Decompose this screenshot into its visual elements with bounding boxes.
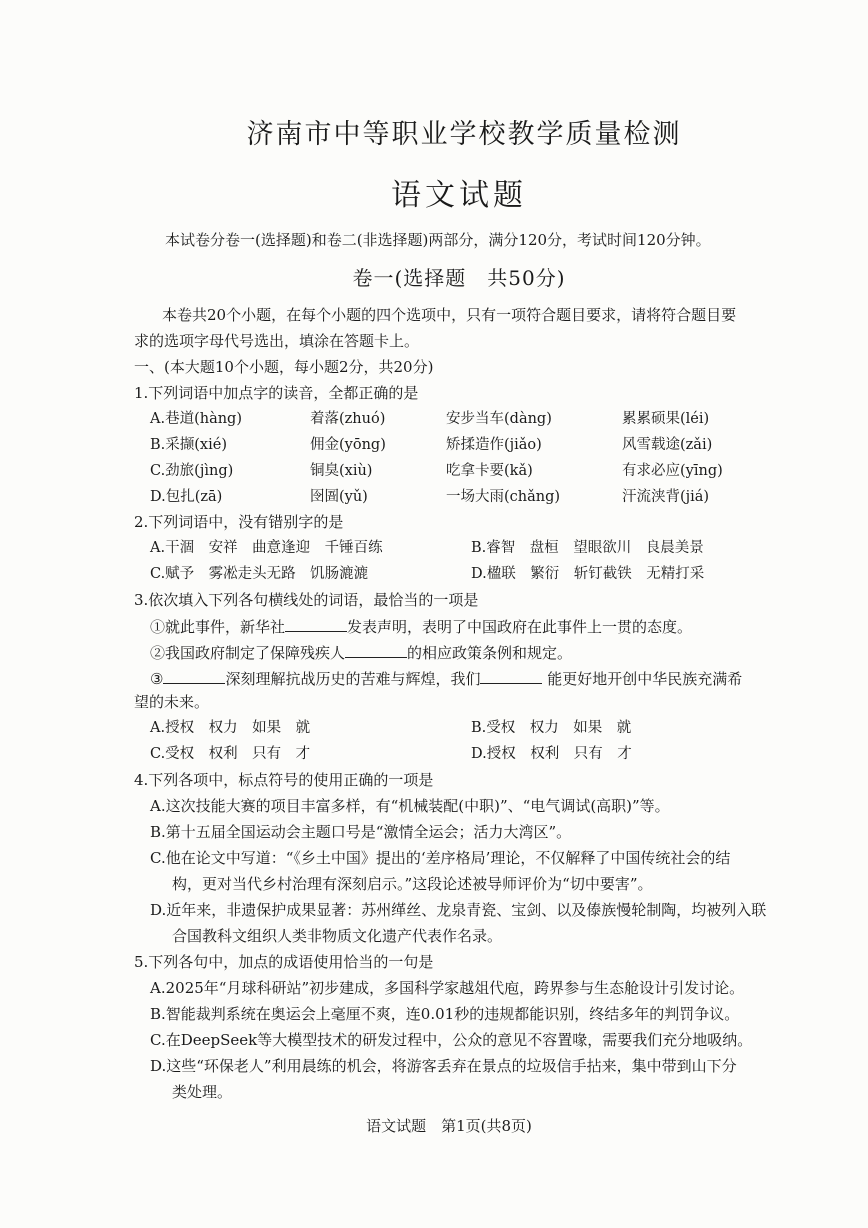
q1-B-2: 佣金(yōng) — [310, 437, 386, 453]
part1-instructions-line1: 本卷共20个小题，在每个小题的四个选项中，只有一项符合题目要求，请将符合题目要 — [162, 306, 737, 324]
q1-C-2: 铜臭(xiù) — [310, 463, 373, 479]
q3-option-C: C.受权 权利 只有 才 — [150, 746, 311, 762]
q5-option-D-line1: D.这些“环保老人”利用晨练的机会，将游客丢弃在景点的垃圾信手拈来，集中带到山下分 — [150, 1057, 737, 1075]
q1-A-1: A.巷道(hàng) — [150, 411, 242, 427]
q4-stem: 4.下列各项中，标点符号的使用正确的一项是 — [134, 771, 434, 789]
q1-D-1: D.包扎(zā) — [150, 489, 223, 505]
q1-D-3: 一场大雨(chǎng) — [446, 489, 561, 505]
q1-C-1: C.劲旅(jìng) — [150, 463, 234, 479]
q2-option-A: A.干涸 安祥 曲意逢迎 千锤百练 — [150, 540, 383, 556]
q3-option-B: B.受权 权力 如果 就 — [471, 720, 632, 736]
part1-instructions-line2: 求的选项字母代号选出，填涂在答题卡上。 — [134, 332, 420, 350]
q3-sentence-1 — [150, 616, 692, 637]
q3-s3-text-a: ③ — [150, 670, 164, 688]
exam-intro: 本试卷分卷一(选择题)和卷二(非选择题)两部分，满分120分，考试时间120分钟。 — [165, 231, 711, 249]
q3-stem: 3.依次填入下列各句横线处的词语，最恰当的一项是 — [134, 591, 479, 609]
q1-A-2: 着落(zhuó) — [310, 411, 386, 427]
subject-title: 语文试题 — [391, 178, 527, 213]
q1-B-1: B.采撷(xié) — [150, 437, 227, 453]
q3-s1-text-b: 发表声明，表明了中国政府在此事件上一贯的态度。 — [347, 618, 693, 636]
q1-A-4: 累累硕果(léi) — [622, 411, 710, 427]
q2-option-B: B.睿智 盘桓 望眼欲川 良晨美景 — [471, 540, 704, 556]
fill-blank — [345, 642, 407, 658]
fill-blank — [480, 668, 542, 684]
q5-option-B: B.智能裁判系统在奥运会上毫厘不爽，连0.01秒的违规都能识别，终结多年的判罚争议。 — [150, 1005, 740, 1023]
q2-option-C: C.赋予 雾凇走头无路 饥肠漉漉 — [150, 566, 369, 582]
q2-option-D: D.楹联 繁衍 斩钉截铁 无精打采 — [471, 566, 705, 582]
q4-option-B: B.第十五届全国运动会主题口号是“激情全运会；活力大湾区”。 — [150, 823, 572, 841]
q1-B-4: 风雪载途(zǎi) — [622, 437, 713, 453]
q4-option-C-line2: 构，更对当代乡村治理有深刻启示。”这段论述被导师评价为“切中要害”。 — [172, 875, 653, 893]
section1-heading: 一、(本大题10个小题，每小题2分，共20分) — [134, 358, 434, 376]
q5-stem: 5.下列各句中，加点的成语使用恰当的一句是 — [134, 953, 434, 971]
q3-sentence-3 — [150, 668, 742, 689]
page-footer: 语文试题 第1页(共8页) — [366, 1117, 532, 1135]
q4-option-D-line1: D.近年来，非遗保护成果显著：苏州缂丝、龙泉青瓷、宝剑、以及傣族慢轮制陶，均被列入联 — [150, 901, 767, 919]
q1-D-2: 囹圄(yǔ) — [310, 489, 368, 505]
q3-s2-text-a: ②我国政府制定了保障残疾人 — [150, 644, 346, 662]
q1-C-3: 吃拿卡要(kǎ) — [446, 463, 533, 479]
q3-s2-text-b: 的相应政策条例和规定。 — [407, 644, 573, 662]
q4-option-A: A.这次技能大赛的项目丰富多样，有“机械装配(中职)”、“电气调试(高职)”等。 — [150, 797, 670, 815]
q3-s3-text-c: 能更好地开创中华民族充满希 — [547, 670, 743, 688]
part1-title: 卷一(选择题 共50分) — [352, 266, 566, 290]
q1-C-4: 有求必应(yīng) — [622, 463, 723, 479]
q4-option-D-line2: 合国教科文组织人类非物质文化遗产代表作名录。 — [172, 927, 503, 945]
fill-blank — [285, 616, 347, 632]
q5-option-C: C.在DeepSeek等大模型技术的研发过程中，公众的意见不容置喙，需要我们充分地吸纳。 — [150, 1031, 753, 1049]
q1-A-3: 安步当车(dàng) — [446, 411, 552, 427]
q1-B-3: 矫揉造作(jiǎo) — [446, 437, 542, 453]
q3-s3-text-b: 深刻理解抗战历史的苦难与辉煌，我们 — [225, 670, 481, 688]
q3-sentence-3-cont: 望的未来。 — [134, 693, 210, 711]
q1-stem: 1.下列词语中加点字的读音，全都正确的是 — [134, 384, 419, 402]
q2-stem: 2.下列词语中，没有错别字的是 — [134, 513, 344, 531]
q3-option-A: A.授权 权力 如果 就 — [150, 720, 311, 736]
q3-s1-text-a: ①就此事件，新华社 — [150, 618, 286, 636]
q5-option-D-line2: 类处理。 — [172, 1083, 233, 1101]
q3-option-D: D.授权 权利 只有 才 — [471, 746, 632, 762]
fill-blank — [163, 668, 225, 684]
q3-sentence-2 — [150, 642, 572, 663]
q1-D-4: 汗流浃背(jiá) — [622, 489, 710, 505]
q5-option-A: A.2025年“月球科研站”初步建成，多国科学家越俎代庖，跨界参与生态舱设计引发讨论。 — [150, 979, 745, 997]
exam-title: 济南市中等职业学校教学质量检测 — [246, 119, 682, 150]
q4-option-C-line1: C.他在论文中写道：“《乡土中国》提出的‘差序格局’理论，不仅解释了中国传统社会的结 — [150, 849, 731, 867]
